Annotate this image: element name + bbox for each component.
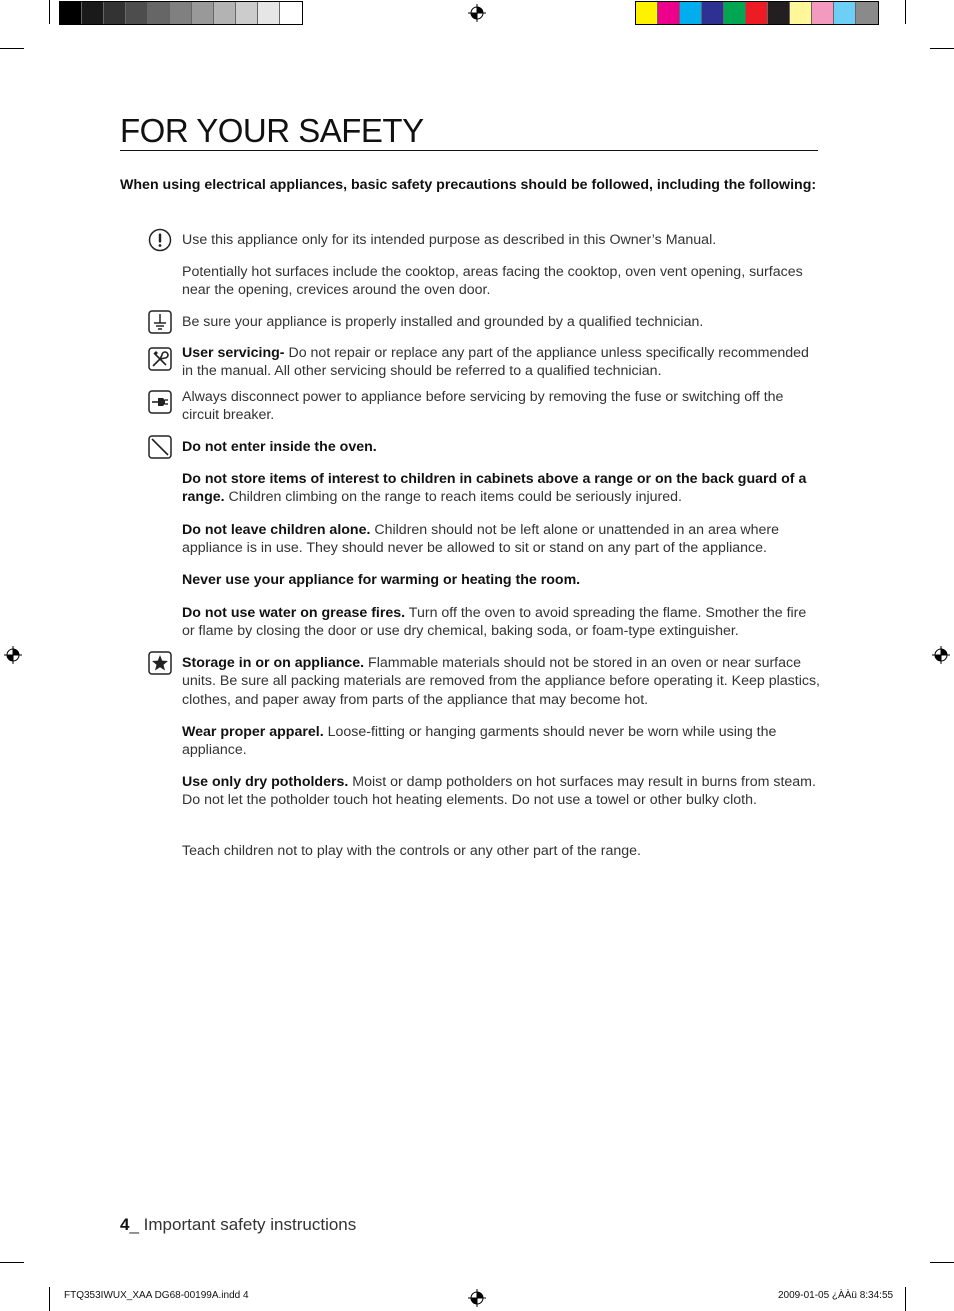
safety-item: Teach children not to play with the controls or any other part of the range. bbox=[182, 843, 641, 859]
color-swatch bbox=[236, 2, 258, 24]
section-name: Important safety instructions bbox=[138, 1215, 357, 1234]
color-swatch bbox=[258, 2, 280, 24]
crop-mark bbox=[905, 0, 906, 24]
process-color-bar bbox=[635, 1, 879, 25]
registration-mark-icon bbox=[468, 1289, 486, 1307]
color-swatch bbox=[746, 2, 768, 24]
crop-mark bbox=[49, 1287, 50, 1311]
warning-icon bbox=[148, 228, 172, 252]
color-swatch bbox=[126, 2, 148, 24]
safety-item: User servicing- Do not repair or replace any part of the appliance unless specifically recommended in the manual. All other servicing should be referred to a qualified technician. bbox=[182, 345, 809, 380]
color-swatch bbox=[680, 2, 702, 24]
crop-mark bbox=[905, 1287, 906, 1311]
page-number: 4 bbox=[120, 1215, 130, 1234]
crop-mark bbox=[930, 1262, 954, 1263]
safety-item: Do not use water on grease fires. Turn off the oven to avoid spreading the flame. Smother the fire or flame by closing the door or use dry chemical, baking soda, or foam-type extinguisher. bbox=[182, 605, 807, 640]
safety-item: Storage in or on appliance. Flammable materials should not be stored in an oven or near surface units. Be sure all packing materials are removed from the appliance before operating it. Keep plastics, clothes, and paper away from parts of the appliance that may become hot. bbox=[182, 655, 820, 708]
safety-item: Be sure your appliance is properly installed and grounded by a qualified technician. bbox=[182, 314, 704, 330]
safety-item: Potentially hot surfaces include the cooktop, areas facing the cooktop, oven vent opening, surfaces near the opening, crevices around the oven door. bbox=[182, 264, 803, 299]
color-swatch bbox=[768, 2, 790, 24]
slug-date: 2009-01-05 ¿ÀÀü 8:34:55 bbox=[778, 1290, 894, 1301]
registration-mark-icon bbox=[4, 646, 22, 664]
color-swatch bbox=[104, 2, 126, 24]
crop-mark bbox=[49, 0, 50, 24]
no-disassembly-icon bbox=[148, 347, 172, 371]
color-swatch bbox=[280, 2, 302, 24]
color-swatch bbox=[82, 2, 104, 24]
crop-mark bbox=[930, 48, 954, 49]
safety-item: Never use your appliance for warming or heating the room. bbox=[182, 572, 581, 588]
color-swatch bbox=[214, 2, 236, 24]
color-swatch bbox=[170, 2, 192, 24]
page-title: FOR YOUR SAFETY bbox=[120, 112, 818, 151]
registration-mark-icon bbox=[468, 4, 486, 22]
unplug-icon bbox=[148, 390, 172, 414]
color-swatch bbox=[812, 2, 834, 24]
color-swatch bbox=[724, 2, 746, 24]
color-swatch bbox=[790, 2, 812, 24]
crop-mark bbox=[0, 48, 24, 49]
safety-item: Do not leave children alone. Children should not be left alone or unattended in an area where appliance is in use. They should never be allowed to sit or stand on any part of the appliance. bbox=[182, 522, 779, 557]
safety-item: Do not store items of interest to children in cabinets above a range or on the back guard of a range. Children climbing on the range to reach items could be seriously injured. bbox=[182, 471, 807, 506]
safety-item: Do not enter inside the oven. bbox=[182, 439, 377, 455]
crop-mark bbox=[0, 1262, 24, 1263]
slug-file: FTQ353IWUX_XAA DG68-00199A.indd 4 bbox=[64, 1290, 249, 1301]
color-swatch bbox=[192, 2, 214, 24]
ground-icon bbox=[148, 310, 172, 334]
safety-item: Wear proper apparel. Loose-fitting or hanging garments should never be worn while using the appliance. bbox=[182, 724, 777, 759]
color-swatch bbox=[148, 2, 170, 24]
page-footer bbox=[120, 1215, 356, 1235]
registration-mark-icon bbox=[932, 646, 950, 664]
safety-item: Always disconnect power to appliance before servicing by removing the fuse or switching off the circuit breaker. bbox=[182, 389, 784, 424]
grayscale-color-bar bbox=[59, 1, 303, 25]
safety-item: Use this appliance only for its intended purpose as described in this Owner’s Manual. bbox=[182, 232, 717, 248]
color-swatch bbox=[834, 2, 856, 24]
color-swatch bbox=[636, 2, 658, 24]
color-swatch bbox=[60, 2, 82, 24]
color-swatch bbox=[658, 2, 680, 24]
star-icon bbox=[148, 651, 172, 675]
color-swatch bbox=[856, 2, 878, 24]
intro-text: When using electrical appliances, basic safety precautions should be followed, including the following: bbox=[120, 177, 817, 193]
prohibited-icon bbox=[148, 435, 172, 459]
safety-item: Use only dry potholders. Moist or damp potholders on hot surfaces may result in burns from steam. Do not let the potholder touch hot heating elements. Do not use a towel or other bulky cloth. bbox=[182, 774, 816, 809]
page-number-separator: _ bbox=[129, 1215, 139, 1234]
color-swatch bbox=[702, 2, 724, 24]
